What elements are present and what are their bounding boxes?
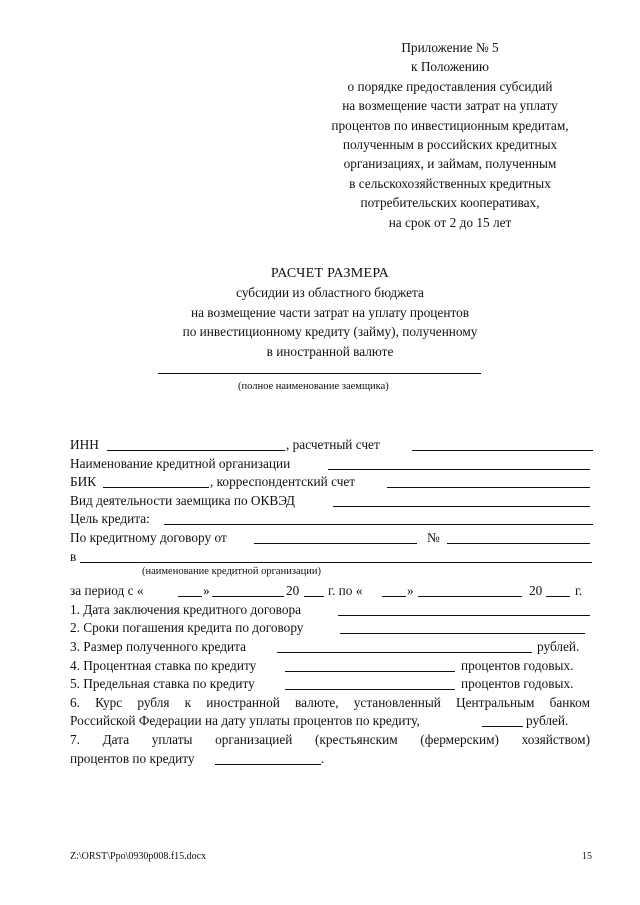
in-label: в — [70, 548, 77, 564]
item4-label: 4. Процентная ставка по кредиту — [70, 657, 257, 673]
period-from-month-field[interactable] — [212, 582, 284, 597]
period-quote: » — [407, 583, 414, 599]
item7-label: процентов по кредиту — [70, 750, 195, 766]
form-row-contract — [70, 529, 590, 548]
form-row-item3 — [70, 638, 590, 657]
corr-account-label: , корреспондентский счет — [210, 474, 356, 490]
page-number: 15 — [582, 851, 592, 862]
form-row-inn — [70, 436, 590, 455]
item4-unit: процентов годовых. — [461, 657, 574, 673]
period-quote: » — [203, 583, 210, 599]
contract-label: По кредитному договору от — [70, 529, 227, 545]
title-line: в иностранной валюте — [266, 343, 394, 359]
account-field[interactable] — [412, 436, 593, 451]
item5-unit: процентов годовых. — [461, 676, 574, 692]
item7-line1: 7. Дата уплаты организацией (крестьянским (фермерским) хозяйством) — [70, 731, 590, 747]
appendix-line: о порядке предоставления субсидий — [347, 78, 553, 94]
period-from-label: за период с « — [70, 583, 144, 599]
item3-label: 3. Размер полученного кредита — [70, 638, 246, 654]
period-year-prefix: 20 — [286, 583, 300, 599]
bank-name-field[interactable] — [328, 455, 590, 470]
appendix-line: на возмещение части затрат на уплату — [342, 98, 558, 114]
item6-unit: рублей. — [526, 713, 569, 729]
period-year-prefix: 20 — [529, 583, 543, 599]
form-row-bank-in — [70, 548, 590, 567]
item6-line1: 6. Курс рубля к иностранной валюте, установленный Центральным банком — [70, 694, 590, 710]
number-label: № — [427, 529, 440, 545]
borrower-name-caption: (полное наименование заемщика) — [238, 381, 389, 392]
contract-number-field[interactable] — [447, 529, 590, 544]
item6-label: Российской Федерации на дату уплаты процентов по кредиту, — [70, 713, 420, 729]
calculation-form — [70, 436, 590, 768]
period-to-month-field[interactable] — [418, 582, 522, 597]
period-from-year-field[interactable] — [304, 582, 324, 597]
form-row-item6-line2 — [70, 712, 590, 731]
item7-field[interactable] — [215, 750, 321, 765]
item4-field[interactable] — [285, 657, 455, 672]
period-to-label: г. по « — [328, 583, 363, 599]
period-year-suffix: г. — [575, 583, 583, 599]
bank-caption: (наименование кредитной организации) — [142, 566, 321, 578]
period-to-year-field[interactable] — [546, 582, 570, 597]
purpose-field[interactable] — [164, 510, 593, 525]
bik-label: БИК — [70, 474, 97, 490]
title-line: субсидии из областного бюджета — [236, 285, 424, 301]
form-row-item5 — [70, 675, 590, 694]
borrower-name-field[interactable] — [158, 373, 481, 374]
inn-field[interactable] — [107, 436, 285, 451]
okved-label: Вид деятельности заемщика по ОКВЭД — [70, 492, 295, 508]
period-to-day-field[interactable] — [382, 582, 406, 597]
appendix-line: организациях, и займам, полученным — [343, 156, 557, 172]
item1-field[interactable] — [338, 601, 590, 616]
account-label: , расчетный счет — [286, 437, 380, 452]
purpose-label: Цель кредита: — [70, 511, 150, 527]
corr-account-field[interactable] — [387, 473, 590, 488]
document-title — [60, 264, 600, 361]
title-main: РАСЧЕТ РАЗМЕРА — [270, 266, 390, 281]
appendix-line: к Положению — [411, 59, 489, 75]
form-row-bank — [70, 455, 590, 474]
appendix-line: в сельскохозяйственных кредитных — [349, 175, 551, 191]
title-line: по инвестиционному кредиту (займу), полученному — [182, 324, 478, 340]
file-path: Z:\ORST\Ppo\0930p008.f15.docx — [70, 851, 207, 862]
item1-label: 1. Дата заключения кредитного договора — [70, 601, 302, 617]
form-row-item7-line2 — [70, 750, 590, 769]
inn-label: ИНН — [70, 437, 99, 452]
appendix-line: на срок от 2 до 15 лет — [388, 214, 512, 230]
form-row-bik — [70, 473, 590, 492]
item3-field[interactable] — [277, 638, 532, 653]
form-row-period — [70, 582, 590, 601]
form-row-item4 — [70, 657, 590, 676]
bank-caption-row — [70, 566, 590, 582]
okved-field[interactable] — [333, 492, 590, 507]
form-row-okved — [70, 492, 590, 511]
form-row-item2 — [70, 619, 590, 638]
item5-label: 5. Предельная ставка по кредиту — [70, 676, 255, 692]
item3-unit: рублей. — [537, 638, 580, 654]
bank-in-field[interactable] — [80, 548, 592, 563]
item5-field[interactable] — [285, 675, 455, 690]
item2-field-extra[interactable] — [503, 619, 585, 634]
contract-date-field[interactable] — [254, 529, 417, 544]
period-from-day-field[interactable] — [178, 582, 202, 597]
item6-field[interactable] — [482, 712, 523, 727]
appendix-line: процентов по инвестиционным кредитам, — [331, 117, 569, 133]
appendix-line: Приложение № 5 — [401, 40, 499, 55]
title-line: на возмещение части затрат на уплату процентов — [190, 304, 470, 320]
form-row-item1 — [70, 601, 590, 620]
item2-label: 2. Сроки погашения кредита по договору — [70, 620, 304, 636]
bik-field[interactable] — [103, 473, 209, 488]
item7-dot: . — [321, 750, 325, 766]
appendix-header — [300, 38, 600, 232]
bank-name-label: Наименование кредитной организации — [70, 455, 291, 471]
appendix-line: потребительских кооперативах, — [360, 195, 540, 211]
appendix-line: полученным в российских кредитных — [342, 137, 558, 153]
form-row-purpose — [70, 510, 590, 529]
